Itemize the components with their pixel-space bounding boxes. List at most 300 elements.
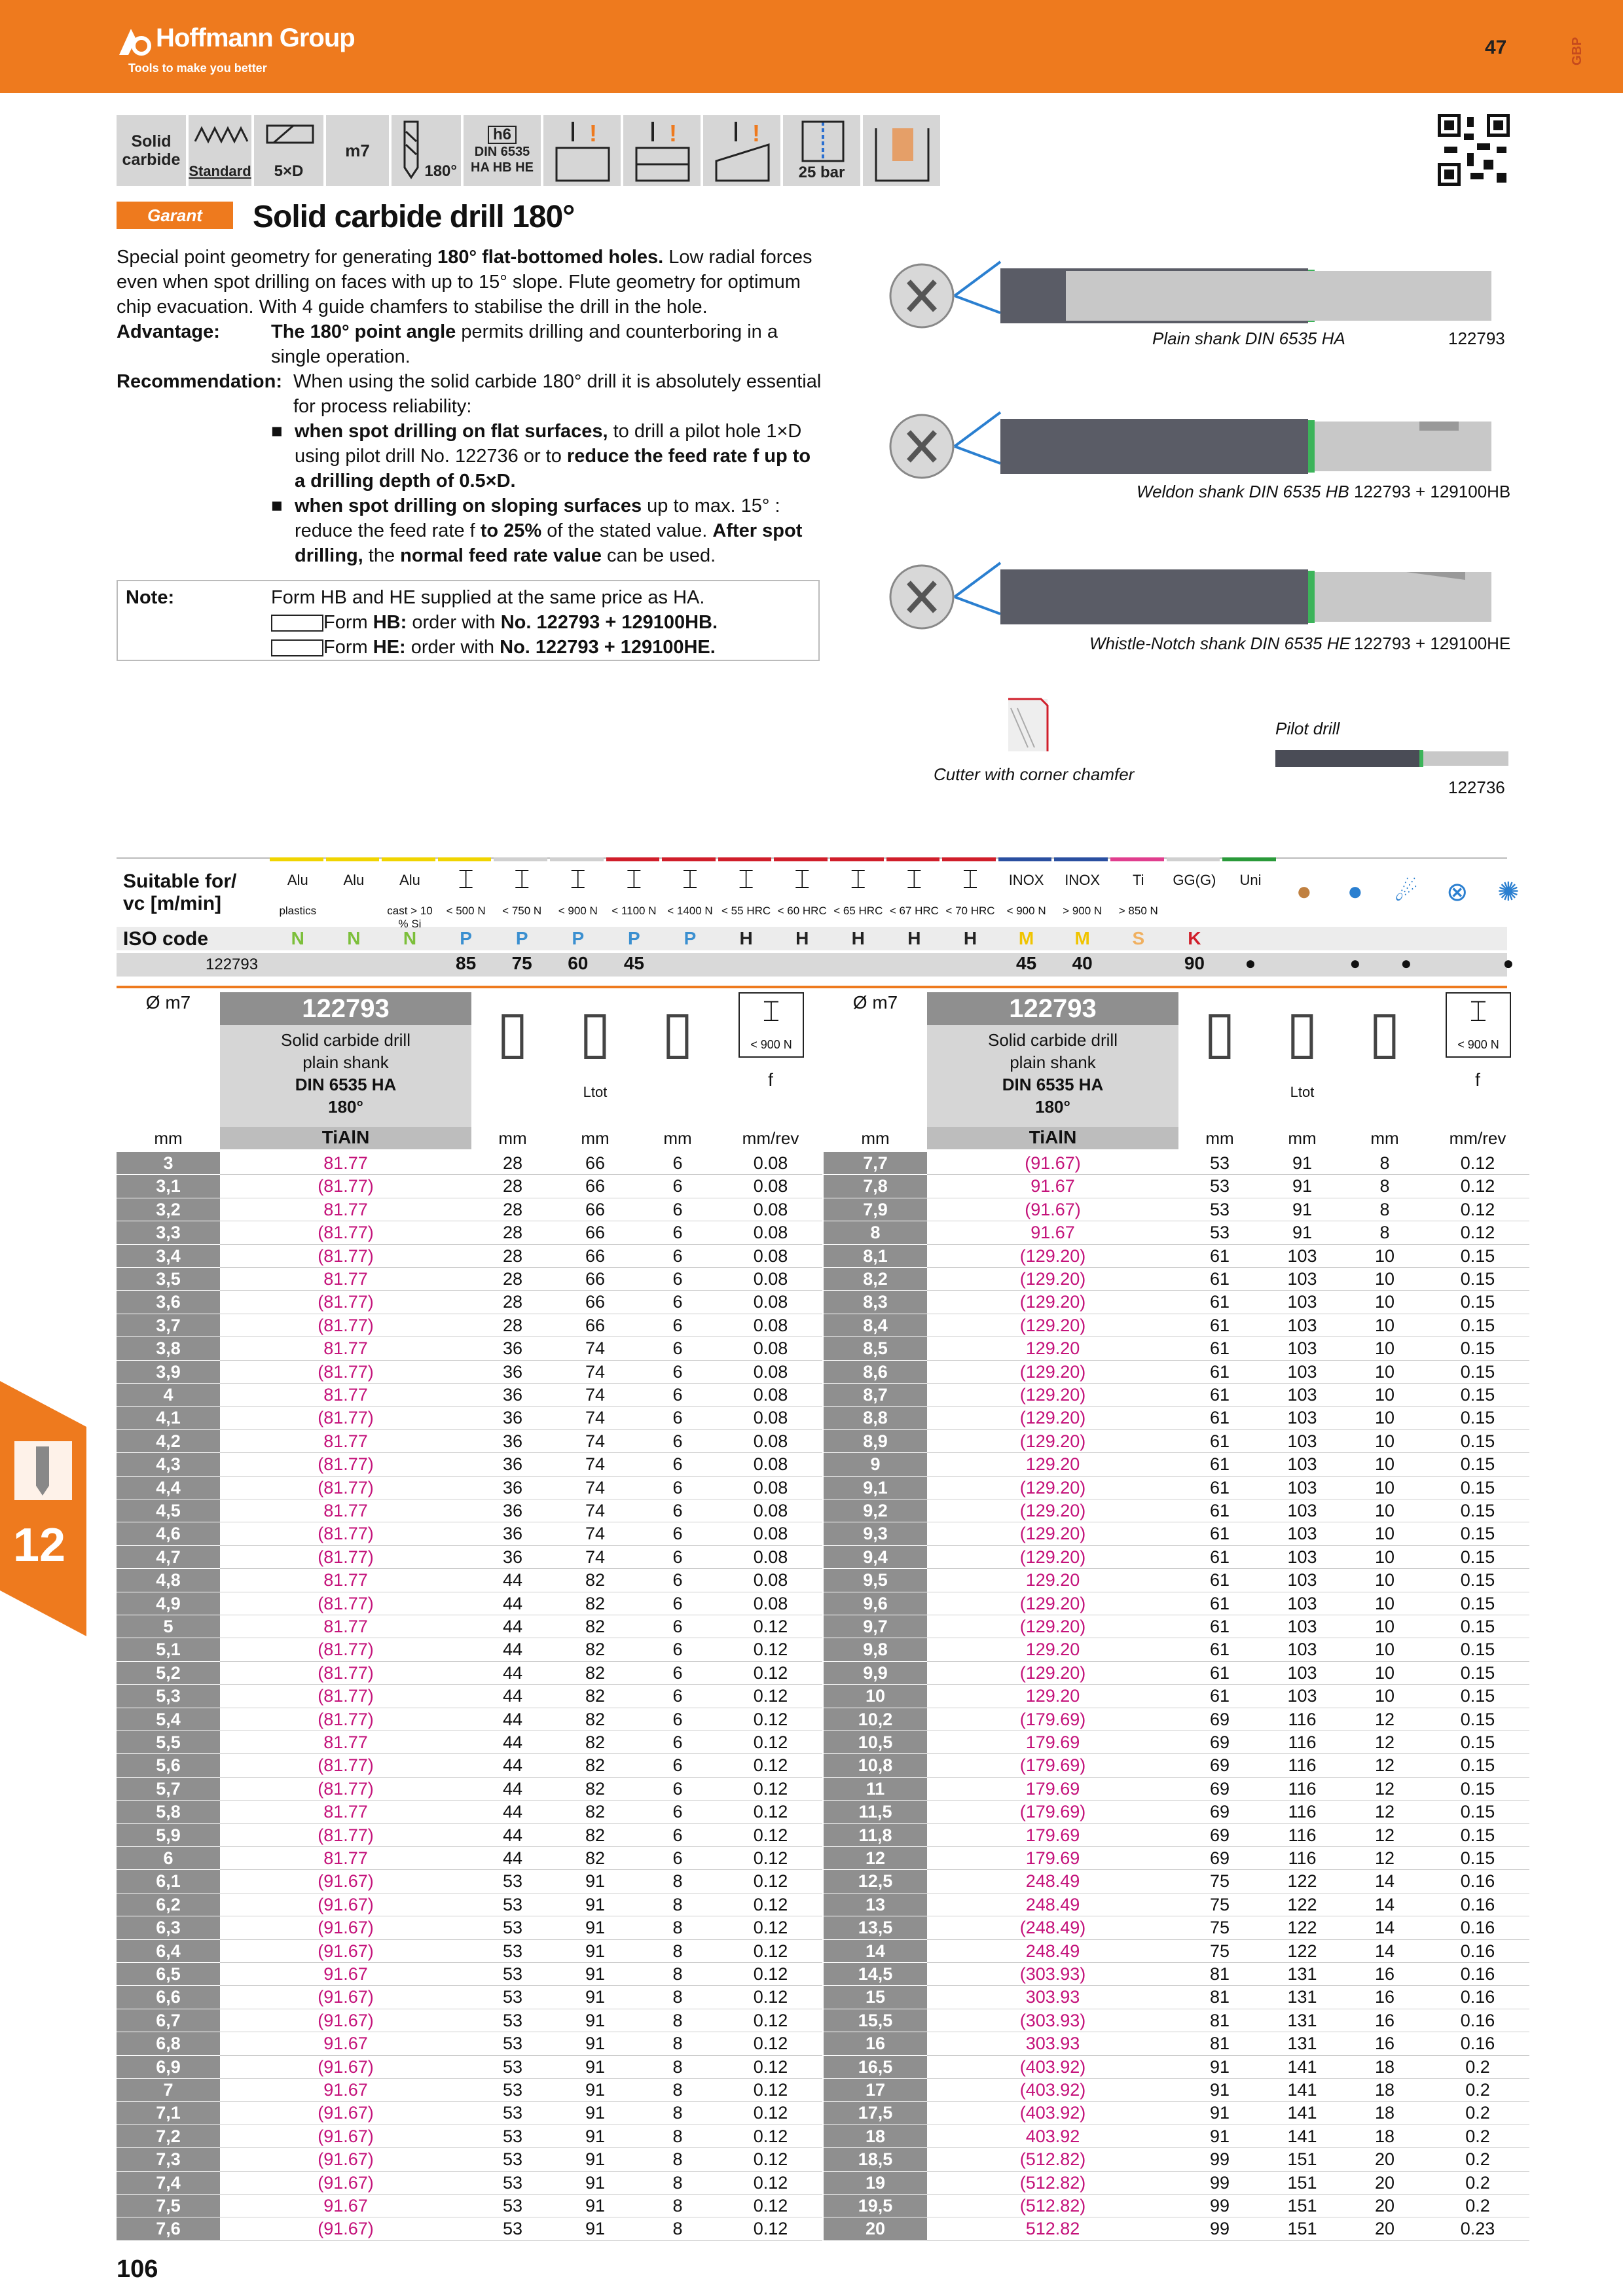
diameter-cell: 9,2: [824, 1499, 927, 1522]
total-length-cell: 103: [1261, 1615, 1343, 1638]
table-row: [117, 2217, 822, 2240]
brand-tagline: Tools to make you better: [128, 62, 267, 75]
shank-length-cell: 61: [1178, 1546, 1261, 1569]
total-length-cell: 91: [1261, 1221, 1343, 1244]
feed-cell: 0.16: [1426, 2032, 1529, 2055]
table-row: [117, 1268, 822, 1291]
feed-cell: 0.15: [1426, 1361, 1529, 1384]
total-length-cell: 74: [554, 1384, 636, 1407]
flute-length-cell: 18: [1343, 2079, 1426, 2102]
shank-length-cell: 44: [471, 1662, 554, 1685]
suit-color-bar: [774, 857, 828, 861]
table-row: [117, 1847, 822, 1870]
shank-length-cell: 53: [471, 1963, 554, 1986]
flute-length-cell: 10: [1343, 1546, 1426, 1569]
diameter-cell: 4,5: [117, 1499, 220, 1522]
shank-length-cell: 61: [1178, 1477, 1261, 1499]
total-length-cell: 82: [554, 1592, 636, 1615]
shank-length-cell: 36: [471, 1477, 554, 1499]
feed-cell: 0.12: [719, 1940, 822, 1963]
table-row: [117, 2148, 822, 2171]
suit-col-header: Ti: [1133, 872, 1144, 888]
diameter-cell: 3,2: [117, 1198, 220, 1221]
table-row: [117, 1592, 822, 1615]
feed-cell: 0.08: [719, 1569, 822, 1592]
total-length-cell: 82: [554, 1824, 636, 1847]
feed-cell: 0.08: [719, 1198, 822, 1221]
suit-color-bar: [1222, 857, 1276, 861]
shank-length-cell: 28: [471, 1245, 554, 1268]
shank-length-cell: 69: [1178, 1708, 1261, 1731]
drill-label-ha: Plain shank DIN 6535 HA: [1152, 329, 1345, 348]
drill-label-hb: Weldon shank DIN 6535 HB: [1137, 482, 1349, 501]
total-length-cell: 82: [554, 1754, 636, 1777]
diameter-cell: 16: [824, 2032, 927, 2055]
table-row: [117, 1152, 822, 1175]
diameter-cell: 7,2: [117, 2125, 220, 2148]
suit-value: 75: [511, 953, 532, 973]
suit-col-sub: < 55 HRC: [721, 905, 771, 917]
table-row: [117, 2009, 822, 2032]
diameter-cell: 20: [824, 2217, 927, 2240]
vc-cell: 512.82: [927, 2217, 1178, 2240]
total-length-cell: 91: [554, 1940, 636, 1963]
shank-length-cell: 44: [471, 1824, 554, 1847]
vc-cell: 81.77: [220, 1847, 471, 1870]
vc-cell: (129.20): [927, 1662, 1178, 1685]
flute-length-cell: 18: [1343, 2125, 1426, 2148]
diameter-cell: 8: [824, 1221, 927, 1244]
iso-code: H: [795, 928, 809, 948]
total-length-cell: 82: [554, 1638, 636, 1661]
flute-length-cell: 6: [636, 1778, 719, 1801]
flute-length-cell: 8: [636, 2009, 719, 2032]
diameter-cell: 7,8: [824, 1175, 927, 1198]
diameter-cell: 8,5: [824, 1337, 927, 1360]
total-length-cell: 82: [554, 1801, 636, 1823]
total-length-cell: 103: [1261, 1453, 1343, 1476]
table-row: [824, 2032, 1529, 2055]
shank-length-cell: 28: [471, 1221, 554, 1244]
vc-cell: (129.20): [927, 1384, 1178, 1407]
table-row: [824, 1477, 1529, 1499]
diameter-cell: 17,5: [824, 2102, 927, 2125]
svg-text:!: !: [669, 120, 677, 147]
vc-cell: 91.67: [220, 2032, 471, 2055]
total-length-cell: 91: [554, 2217, 636, 2240]
table-row: [117, 2032, 822, 2055]
diameter-cell: 7,3: [117, 2148, 220, 2171]
flute-length-cell: 6: [636, 1522, 719, 1545]
total-length-cell: 131: [1261, 2032, 1343, 2055]
total-length-cell: 116: [1261, 1731, 1343, 1754]
vc-cell: (91.67): [220, 1893, 471, 1916]
vc-cell: (512.82): [927, 2172, 1178, 2195]
diameter-cell: 9,1: [824, 1477, 927, 1499]
shank-length-cell: 36: [471, 1407, 554, 1429]
table-row: [117, 1754, 822, 1777]
shank-length-cell: 44: [471, 1754, 554, 1777]
diameter-cell: 8,6: [824, 1361, 927, 1384]
shank-length-cell: 53: [471, 2009, 554, 2032]
shank-length-cell: 69: [1178, 1824, 1261, 1847]
diameter-cell: 5: [117, 1615, 220, 1638]
iso-code: M: [1074, 928, 1090, 948]
note-3c: order with: [405, 637, 500, 658]
diameter-cell: 7,9: [824, 1198, 927, 1221]
pilot-drill-label: Pilot drill: [1275, 719, 1340, 738]
feed-cell: 0.08: [719, 1291, 822, 1314]
hoffmann-logo-icon: [117, 22, 152, 58]
flute-length-cell: 10: [1343, 1337, 1426, 1360]
feed-cell: 0.15: [1426, 1778, 1529, 1801]
material-ibeam-icon: ⌶: [906, 865, 922, 894]
table-row: [824, 2148, 1529, 2171]
cross-hole-icon: [623, 115, 703, 186]
total-length-cell: 103: [1261, 1361, 1343, 1384]
feed-cell: 0.08: [719, 1430, 822, 1453]
table-row: [824, 1384, 1529, 1407]
cutter-label: Cutter with corner chamfer: [934, 764, 1135, 784]
qr-code-icon[interactable]: [1438, 114, 1510, 186]
drill-label-he: Whistle-Notch shank DIN 6535 HE: [1089, 634, 1351, 653]
suit-col-header: Alu: [399, 872, 420, 888]
total-length-cell: 91: [554, 2032, 636, 2055]
vc-cell: 81.77: [220, 1801, 471, 1823]
table-row: [117, 1801, 822, 1823]
feed-cell: 0.2: [1426, 2079, 1529, 2102]
feed-symbol: f: [1475, 1069, 1480, 1090]
intro-part-2: Low radial forces even when spot drilling on faces with up to 15° slope. Flute geometry for optimum chip evacuation. With 4 guide chamfers to stabilise the drill in the hole.: [117, 247, 812, 317]
feed-cell: 0.08: [719, 1175, 822, 1198]
vc-cell: (129.20): [927, 1430, 1178, 1453]
article-desc-3: DIN 6535 HA: [295, 1075, 397, 1094]
unit-label: mm: [498, 1128, 527, 1148]
table-row: [117, 1963, 822, 1986]
coolant-suitability-mark: ●: [1503, 953, 1514, 973]
drill-number-he: 122793 + 129100HE: [1354, 634, 1511, 653]
table-row: [117, 1245, 822, 1268]
shank-length-cell: 61: [1178, 1361, 1261, 1384]
total-length-cell: 103: [1261, 1337, 1343, 1360]
shank-hb-icon: [271, 615, 323, 632]
vc-cell: (81.77): [220, 1754, 471, 1777]
shank-length-cell: 61: [1178, 1407, 1261, 1429]
drill-weldon-shank-image: [890, 412, 1491, 478]
shank-length-cell: 53: [471, 1986, 554, 2009]
total-length-cell: 103: [1261, 1384, 1343, 1407]
pilot-drill-image: [1275, 746, 1508, 772]
suit-label-2: vc [m/min]: [123, 893, 222, 914]
diameter-cell: 6,7: [117, 2009, 220, 2032]
total-length-cell: 82: [554, 1778, 636, 1801]
length-label: 5×D: [274, 162, 304, 180]
diameter-cell: 15: [824, 1986, 927, 2009]
shank-length-cell: 61: [1178, 1662, 1261, 1685]
shank-length-cell: 69: [1178, 1778, 1261, 1801]
recommendation-row: [117, 369, 824, 419]
suit-col-sub: < 70 HRC: [945, 905, 995, 917]
note-label: Note:: [126, 587, 175, 608]
feed-cell: 0.12: [719, 2009, 822, 2032]
flute-length-cell: 18: [1343, 2056, 1426, 2079]
total-length-cell: 131: [1261, 1986, 1343, 2009]
shank-length-cell: 61: [1178, 1291, 1261, 1314]
iso-code: H: [963, 928, 977, 948]
total-length-cell: 116: [1261, 1801, 1343, 1823]
shank-forms: HA HB HE: [471, 160, 534, 175]
cross-hole-pictogram: [623, 115, 703, 186]
vc-cell: 81.77: [220, 1337, 471, 1360]
feed-cell: 0.15: [1426, 1522, 1529, 1545]
vc-cell: 81.77: [220, 1268, 471, 1291]
tolerance-label: m7: [345, 141, 370, 160]
total-length-cell: 82: [554, 1569, 636, 1592]
vc-cell: 179.69: [927, 1847, 1178, 1870]
mql-icon: ☄: [1394, 878, 1418, 906]
table-row: [824, 2217, 1529, 2240]
bullet-1: [271, 419, 824, 493]
vc-cell: (179.69): [927, 1708, 1178, 1731]
vc-cell: 91.67: [927, 1175, 1178, 1198]
feed-cell: 0.12: [719, 2195, 822, 2217]
flute-length-cell: 8: [636, 1986, 719, 2009]
flute-length-cell: 10: [1343, 1245, 1426, 1268]
feed-cell: 0.12: [719, 2217, 822, 2240]
shank-length-cell: 36: [471, 1361, 554, 1384]
flute-length-cell: 8: [636, 2056, 719, 2079]
vc-cell: (81.77): [220, 1453, 471, 1476]
shank-length-cell: 36: [471, 1384, 554, 1407]
flute-length-cell: 6: [636, 1477, 719, 1499]
diameter-cell: 6,1: [117, 1870, 220, 1893]
diameter-cell: 3,6: [117, 1291, 220, 1314]
shank-length-cell: 36: [471, 1546, 554, 1569]
suit-label-1: Suitable for/: [123, 870, 237, 892]
material-ibeam-icon: ⌶: [850, 865, 866, 894]
diameter-cell: 5,3: [117, 1685, 220, 1708]
table-row: [824, 2102, 1529, 2125]
iso-code: P: [572, 928, 585, 948]
table-row: [824, 1361, 1529, 1384]
table-row: [824, 1198, 1529, 1221]
flute-length-cell: 8: [636, 1963, 719, 1986]
svg-text:!: !: [589, 120, 597, 147]
shank-length-cell: 53: [471, 2125, 554, 2148]
flute-length-cell: 10: [1343, 1268, 1426, 1291]
material-ibeam-icon: ⌶: [570, 865, 586, 894]
shank-length-cell: 53: [471, 2079, 554, 2102]
vc-cell: (81.77): [220, 1477, 471, 1499]
iso-code: P: [684, 928, 697, 948]
vc-cell: (91.67): [220, 1916, 471, 1939]
table-row: [117, 1198, 822, 1221]
table-row: [117, 1546, 822, 1569]
table-row: [824, 1638, 1529, 1661]
diameter-cell: 4,9: [117, 1592, 220, 1615]
shank-length-cell: 53: [471, 1916, 554, 1939]
diameter-cell: 3,4: [117, 1245, 220, 1268]
flute-length-cell: 18: [1343, 2102, 1426, 2125]
diameter-cell: 3,7: [117, 1314, 220, 1337]
feed-cell: 0.12: [719, 2056, 822, 2079]
suit-color-bar: [830, 857, 884, 861]
vc-cell: (129.20): [927, 1291, 1178, 1314]
flute-length-cell: 10: [1343, 1477, 1426, 1499]
diameter-cell: 7,6: [117, 2217, 220, 2240]
shank-length-cell: 44: [471, 1638, 554, 1661]
suit-col-sub: > 850 N: [1118, 905, 1158, 917]
suit-color-bar: [1054, 857, 1108, 861]
shank-length-cell: 28: [471, 1291, 554, 1314]
unit-label: mm: [581, 1128, 610, 1148]
feed-cell: 0.2: [1426, 2195, 1529, 2217]
table-row: [117, 2102, 822, 2125]
vc-cell: 81.77: [220, 1198, 471, 1221]
note-line-2: [271, 610, 718, 635]
shank-length-cell: 28: [471, 1152, 554, 1175]
feed-cell: 0.12: [719, 1685, 822, 1708]
unit-label: mm: [154, 1128, 183, 1148]
suit-col-sub: < 750 N: [502, 905, 542, 917]
vc-cell: (129.20): [927, 1477, 1178, 1499]
shank-length-cell: 61: [1178, 1384, 1261, 1407]
vc-cell: (91.67): [220, 2125, 471, 2148]
flute-length-cell: 14: [1343, 1870, 1426, 1893]
shank-length-cell: 36: [471, 1337, 554, 1360]
shank-length-cell: 53: [1178, 1152, 1261, 1175]
suit-col-sub: < 1100 N: [611, 905, 657, 917]
table-row: [824, 1685, 1529, 1708]
table-row: [824, 2195, 1529, 2217]
total-length-cell: 91: [554, 2009, 636, 2032]
flute-length-cell: 8: [636, 2195, 719, 2217]
total-length-cell: 91: [554, 2148, 636, 2171]
table-row: [117, 1662, 822, 1685]
page-title: Solid carbide drill 180°: [253, 200, 575, 234]
table-row: [824, 1499, 1529, 1522]
feed-cell: 0.08: [719, 1268, 822, 1291]
suit-col-sub: < 500 N: [446, 905, 486, 917]
vc-cell: (303.93): [927, 1963, 1178, 1986]
iso-code: H: [907, 928, 921, 948]
diameter-cell: 10,8: [824, 1754, 927, 1777]
unit-label: mm/rev: [742, 1128, 799, 1148]
flute-length-cell: 6: [636, 1615, 719, 1638]
unit-label: mm/rev: [1449, 1128, 1506, 1148]
feed-cell: 0.12: [719, 1847, 822, 1870]
table-row: [117, 1175, 822, 1198]
diameter-cell: 6,9: [117, 2056, 220, 2079]
total-length-cell: 103: [1261, 1499, 1343, 1522]
diameter-cell: 5,4: [117, 1708, 220, 1731]
feed-cell: 0.12: [719, 1731, 822, 1754]
table-row: [117, 1916, 822, 1939]
total-length-cell: 82: [554, 1731, 636, 1754]
tolerance-pictogram: [326, 115, 392, 186]
brand-name: Hoffmann Group: [156, 24, 355, 52]
total-length-cell: 91: [1261, 1152, 1343, 1175]
vc-cell: 129.20: [927, 1569, 1178, 1592]
total-length-cell: 82: [554, 1615, 636, 1638]
shank-length-cell: 69: [1178, 1754, 1261, 1777]
iso-code: S: [1132, 928, 1145, 948]
feed-header: < 900 N: [750, 1038, 792, 1051]
iso-code: M: [1018, 928, 1034, 948]
drill-number-hb: 122793 + 129100HB: [1354, 482, 1511, 501]
standard-pictogram: [189, 115, 254, 186]
shank-length-cell: 61: [1178, 1569, 1261, 1592]
note-line-1: Form HB and HE supplied at the same price as HA.: [271, 587, 705, 608]
shank-length-cell: 44: [471, 1685, 554, 1708]
diameter-cell: 12,5: [824, 1870, 927, 1893]
feed-cell: 0.08: [719, 1245, 822, 1268]
vc-cell: 91.67: [220, 2195, 471, 2217]
shank-length-cell: 99: [1178, 2217, 1261, 2240]
flute-length-cell: 12: [1343, 1754, 1426, 1777]
iso-code: K: [1188, 928, 1201, 948]
diameter-cell: 4,3: [117, 1453, 220, 1476]
bullet-2: [271, 493, 824, 568]
bullet-1-text: [295, 419, 824, 493]
suit-col-sub: < 60 HRC: [777, 905, 827, 917]
note-3d: No. 122793 + 129100HE.: [500, 637, 716, 658]
material-ibeam-icon: ⌶: [514, 865, 530, 894]
feed-material-icon: ⌶: [739, 992, 804, 1058]
table-row: [824, 1778, 1529, 1801]
article-desc-2: plain shank: [1010, 1052, 1096, 1072]
diameter-cell: 11,5: [824, 1801, 927, 1823]
flute-length-cell: 6: [636, 1847, 719, 1870]
vc-cell: (129.20): [927, 1522, 1178, 1545]
suit-col-sub: < 67 HRC: [889, 905, 939, 917]
article-desc-1: Solid carbide drill: [988, 1030, 1118, 1050]
table-row: [117, 1615, 822, 1638]
diameter-cell: 6,3: [117, 1916, 220, 1939]
vc-cell: (512.82): [927, 2148, 1178, 2171]
article-desc-4: 180°: [1035, 1097, 1070, 1117]
vc-cell: (81.77): [220, 1291, 471, 1314]
vc-cell: (81.77): [220, 1175, 471, 1198]
vc-cell: (91.67): [927, 1152, 1178, 1175]
table-row: [117, 2195, 822, 2217]
shank-length-cell: 81: [1178, 2009, 1261, 2032]
suit-col-header: Uni: [1239, 872, 1262, 888]
bullet-2-text: [295, 493, 824, 568]
diameter-cell: 4,6: [117, 1522, 220, 1545]
shank-length-cell: 53: [1178, 1221, 1261, 1244]
feed-cell: 0.12: [719, 1963, 822, 1986]
vc-cell: (129.20): [927, 1268, 1178, 1291]
flute-length-cell: 6: [636, 1361, 719, 1384]
shank-length-cell: 53: [471, 2217, 554, 2240]
flute-length-cell: 10: [1343, 1291, 1426, 1314]
flute-length-cell: 10: [1343, 1453, 1426, 1476]
total-length-cell: 122: [1261, 1940, 1343, 1963]
flute-length-cell: 6: [636, 1638, 719, 1661]
feed-cell: 0.08: [719, 1407, 822, 1429]
shank-length-cell: 61: [1178, 1245, 1261, 1268]
feed-cell: 0.15: [1426, 1430, 1529, 1453]
feed-cell: 0.15: [1426, 1824, 1529, 1847]
shank-length-cell: 28: [471, 1314, 554, 1337]
suit-value: 90: [1184, 953, 1205, 973]
table-row: [117, 1337, 822, 1360]
feed-cell: 0.12: [1426, 1221, 1529, 1244]
recommendation-text: When using the solid carbide 180° drill it is absolutely essential for process reliability:: [293, 371, 822, 417]
shank-length-cell: 61: [1178, 1314, 1261, 1337]
suit-col-header: INOX: [1065, 872, 1101, 888]
